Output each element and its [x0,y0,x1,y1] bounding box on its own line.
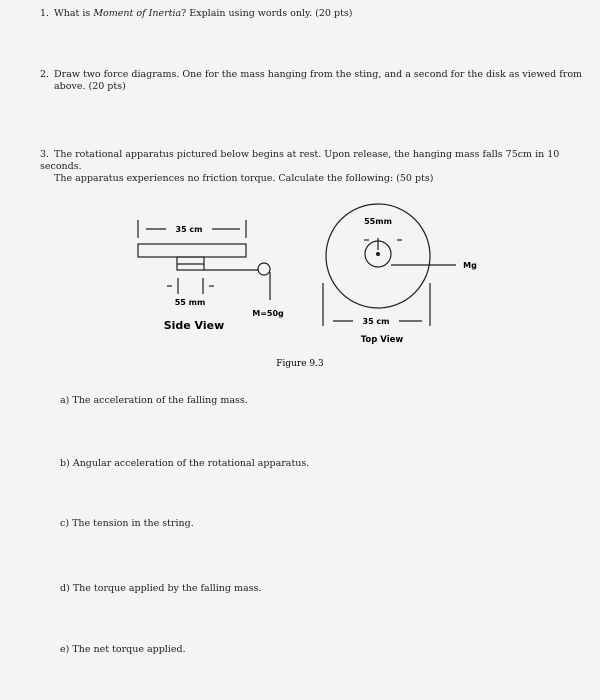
side-width-label: 35 cm [175,225,203,234]
top-axle-center [376,252,380,256]
part-label: b) [60,458,70,469]
question-text: What is [54,8,94,19]
part-text: Angular acceleration of the rotational apparatus. [72,458,310,469]
part-label: a) [60,395,70,406]
part-text: The torque applied by the falling mass. [72,583,262,594]
part-b [60,458,309,469]
top-width-label: 35 cm [362,317,390,326]
question-text-end: ? Explain using words only. (20 pts) [181,8,353,19]
question-text-line-1: The rotational apparatus pictured below begins at rest. Upon release, the hanging mass falls 75cm in 10 seconds. [40,149,560,172]
part-label: c) [60,518,70,529]
top-view-title: Top View [360,335,404,345]
side-disk [138,244,246,257]
figure-caption: Figure 9.3 [276,359,324,369]
part-text: The tension in the string. [72,518,194,529]
question-number: 1. [40,8,50,19]
question-text-line-2: The apparatus experiences no friction torque. Calculate the following: (50 pts) [54,173,434,184]
part-text: The acceleration of the falling mass. [72,395,248,406]
part-label: e) [60,644,70,655]
part-a [60,395,248,406]
mass-label: M=50g [252,309,284,318]
part-text: The net torque applied. [72,644,186,655]
part-e [60,644,186,655]
question-number: 2. [40,69,50,80]
side-radius-label: 55 mm [174,298,206,307]
part-d [60,583,261,594]
question-term: Moment of Inertia [93,8,182,19]
part-c [60,518,194,529]
question-number: 3. [40,149,50,160]
pulley-icon [258,263,270,275]
side-view-title: Side View [163,319,225,332]
top-radius-label: 55mm [364,217,392,226]
question-text-line-2: above. (20 pts) [54,81,126,92]
force-label: Mg [463,261,477,270]
question-text-line-1: Draw two force diagrams. One for the mass hanging from the sting, and a second for the disk as viewed from [54,69,583,80]
part-label: d) [60,583,70,594]
